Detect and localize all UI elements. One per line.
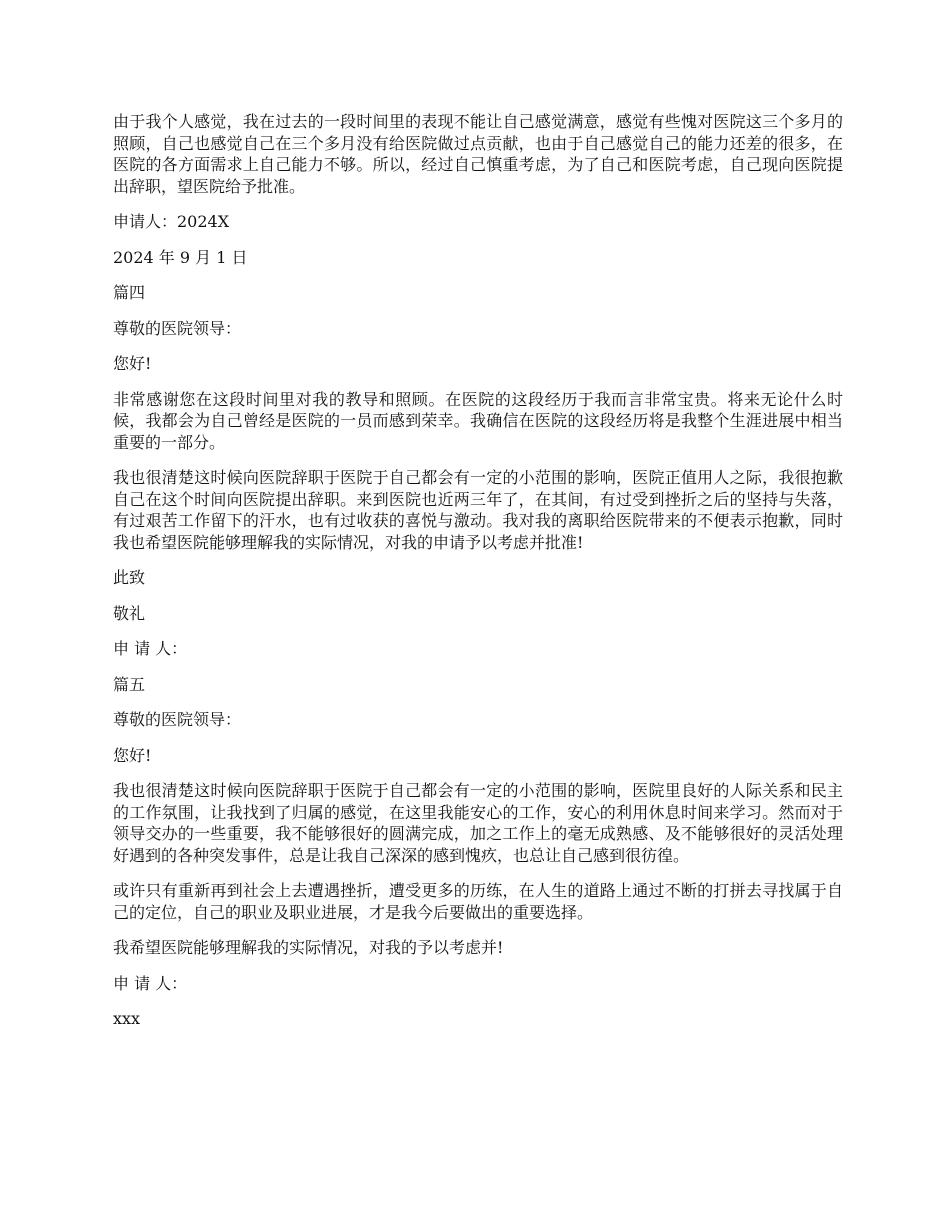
paragraph-request: 我希望医院能够理解我的实际情况，对我的予以考虑并! <box>113 938 504 957</box>
applicant-name: xxx <box>113 1009 141 1028</box>
paragraph-future: 或许只有重新再到社会上去遭遇挫折，遭受更多的历练，在人生的道路上通过不断的打拼去寻找属于自己的定位，自己的职业及职业进展，才是我今后要做出的重要选择。 <box>113 881 843 922</box>
applicant-label: 申 请 人： <box>113 973 188 993</box>
salutation: 尊敬的医院领导： <box>113 318 242 338</box>
closing-ci-zhi: 此致 <box>113 568 146 587</box>
paragraph-resignation-reason: 由于我个人感觉，我在过去的一段时间里的表现不能让自己感觉满意，感觉有些愧对医院这三个多月的照顾，自己也感觉自己在三个多月没有给医院做过点贡献，也由于自己感觉自己的能力还差的很多，在医院的各方面需求上自己能力不够。所以，经过自己慎重考虑，为了自己和医院考虑，自己现向医院提出辞职，望医院给予批准。 <box>113 112 843 196</box>
date-line: 2024 年 9 月 1 日 <box>113 247 248 267</box>
paragraph-workplace: 我也很清楚这时候向医院辞职于医院于自己都会有一定的小范围的影响，医院里良好的人际关系和民主的工作氛围，让我找到了归属的感觉，在这里我能安心的工作，安心的利用休息时间来学习。然而对于领导交办的一些重要，我不能够很好的圆满完成，加之工作上的毫无成熟感、及不能够很好的灵活处理好遇到的各种突发事件，总是让我自己深深的感到愧疚，也总让自己感到很彷徨。 <box>113 781 843 865</box>
section-heading-4: 篇四 <box>113 283 146 302</box>
paragraph-thanks: 非常感谢您在这段时间里对我的教导和照顾。在医院的这段经历于我而言非常宝贵。将来无论什么时候，我都会为自己曾经是医院的一员而感到荣幸。我确信在医院的这段经历将是我整个生涯进展中相当重要的一部分。 <box>113 389 843 452</box>
paragraph-apology: 我也很清楚这时候向医院辞职于医院于自己都会有一定的小范围的影响，医院正值用人之际，我很抱歉自己在这个时间向医院提出辞职。来到医院也近两三年了，在其间，有过受到挫折之后的坚持与失落，有过艰苦工作留下的汗水，也有过收获的喜悦与激动。我对我的离职给医院带来的不便表示抱歉，同时我也希望医院能够理解我的实际情况，对我的申请予以考虑并批准! <box>113 468 843 552</box>
closing-jing-li: 敬礼 <box>113 603 146 623</box>
greeting: 您好! <box>113 354 152 373</box>
greeting: 您好! <box>113 745 152 765</box>
applicant-line: 申请人：2024X <box>113 212 230 231</box>
section-heading-5: 篇五 <box>113 674 146 694</box>
document-page <box>113 111 843 1044</box>
applicant-label: 申 请 人： <box>113 639 188 658</box>
salutation: 尊敬的医院领导： <box>113 710 242 729</box>
